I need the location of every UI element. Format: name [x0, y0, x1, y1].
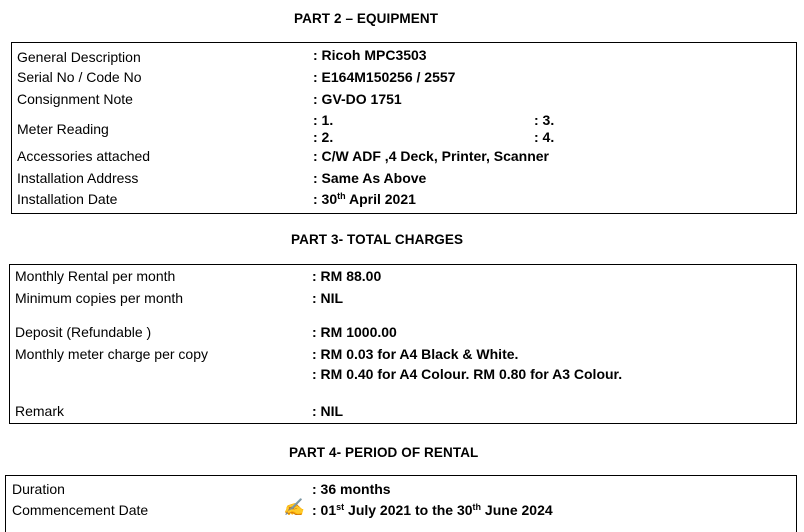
installation-date-ordinal: th	[337, 191, 346, 201]
equipment-box	[11, 42, 797, 214]
deposit-value: : RM 1000.00	[312, 324, 397, 340]
meter-reading-2: : 2.	[313, 129, 334, 145]
deposit-label: Deposit (Refundable )	[15, 324, 152, 340]
commencement-ordinal-1: st	[336, 502, 345, 512]
meter-reading-3: : 3.	[534, 112, 555, 128]
serial-value: : E164M150256 / 2557	[313, 69, 456, 85]
meter-charge-colour: : RM 0.40 for A4 Colour. RM 0.80 for A3 Colour.	[312, 366, 623, 382]
remark-value: : NIL	[312, 403, 344, 419]
installation-date-label: Installation Date	[17, 191, 118, 207]
installation-address-value: : Same As Above	[313, 170, 427, 186]
monthly-rental-label: Monthly Rental per month	[15, 268, 176, 284]
commencement-label: Commencement Date	[12, 502, 149, 518]
accessories-label: Accessories attached	[17, 148, 151, 164]
commencement-value: : 01st July 2021 to the 30th June 2024	[312, 502, 553, 518]
general-description-label: General Description	[17, 49, 141, 65]
duration-label: Duration	[12, 481, 65, 497]
consignment-label: Consignment Note	[17, 91, 133, 107]
meter-reading-4: : 4.	[534, 129, 555, 145]
serial-label: Serial No / Code No	[17, 69, 142, 85]
meter-reading-label: Meter Reading	[17, 121, 109, 137]
monthly-rental-value: : RM 88.00	[312, 268, 382, 284]
installation-address-label: Installation Address	[17, 170, 139, 186]
meter-charge-label: Monthly meter charge per copy	[15, 346, 208, 362]
duration-value: : 36 months	[312, 481, 391, 497]
minimum-copies-value: : NIL	[312, 290, 344, 306]
charges-box	[9, 264, 797, 424]
general-description-value: : Ricoh MPC3503	[313, 47, 427, 63]
consignment-value: : GV-DO 1751	[313, 91, 402, 107]
remark-label: Remark	[15, 403, 65, 419]
meter-charge-bw: : RM 0.03 for A4 Black & White.	[312, 346, 519, 362]
meter-reading-1: : 1.	[313, 112, 334, 128]
part2-heading: PART 2 – EQUIPMENT	[294, 11, 439, 26]
part3-heading: PART 3- TOTAL CHARGES	[291, 232, 464, 247]
installation-date-value: : 30th April 2021	[313, 191, 416, 207]
part4-heading: PART 4- PERIOD OF RENTAL	[289, 445, 479, 460]
commencement-ordinal-2: th	[472, 502, 482, 512]
initial-mark: ✍	[283, 498, 305, 518]
accessories-value: : C/W ADF ,4 Deck, Printer, Scanner	[313, 148, 549, 164]
minimum-copies-label: Minimum copies per month	[15, 290, 184, 306]
